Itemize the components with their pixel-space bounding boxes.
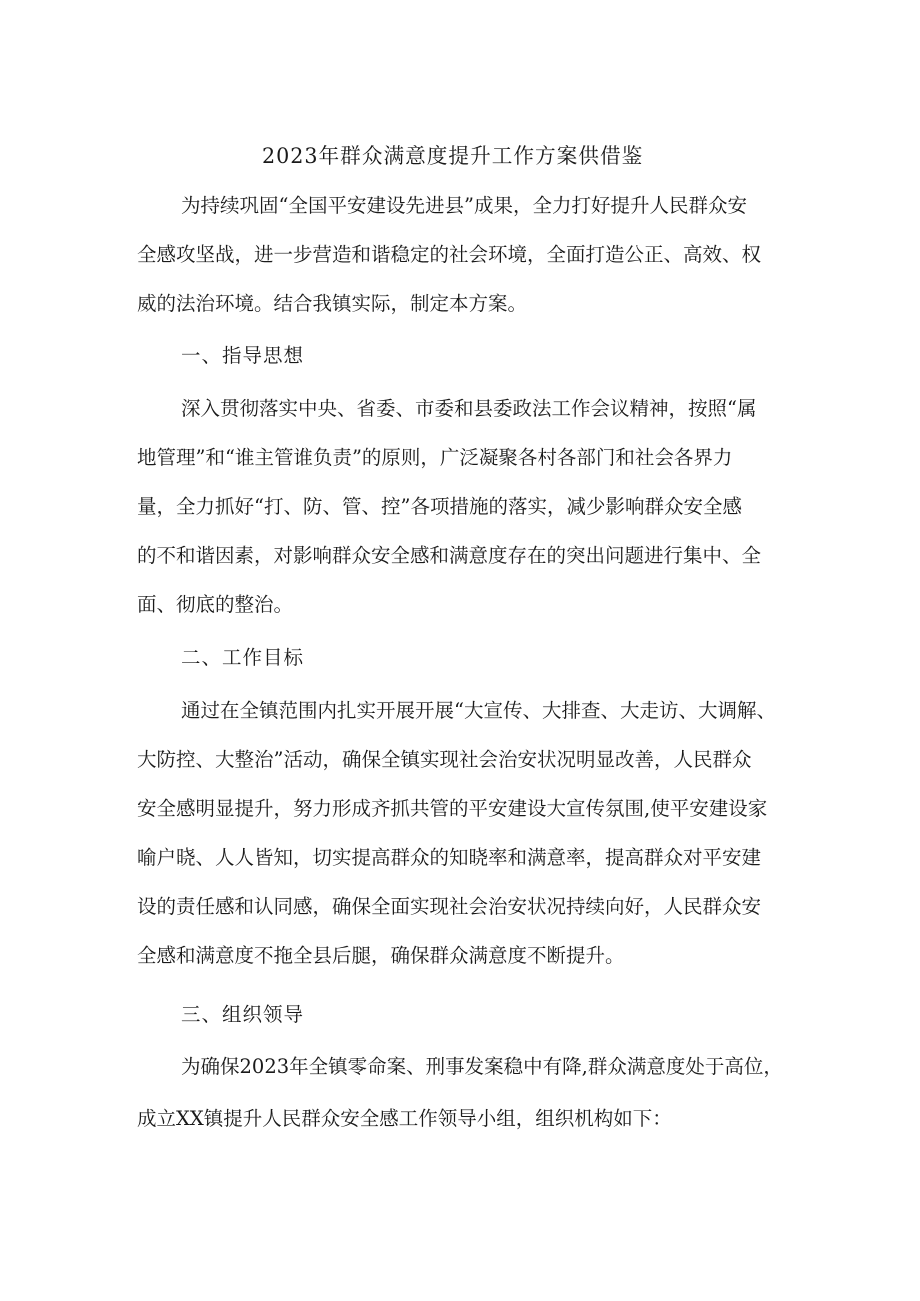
section2-line-5: 设的责任感和认同感，确保全面实现社会治安状况持续向好，人民群众安 [137, 895, 762, 918]
section3-line-1: 为确保2023年全镇零命案、刑事发案稳中有降,群众满意度处于高位， [181, 1055, 783, 1078]
section-heading-guiding-thought: 一、指导思想 [181, 344, 305, 367]
section-heading-work-goals: 二、工作目标 [181, 646, 305, 669]
intro-line-3: 威的法治环境。结合我镇实际，制定本方案。 [137, 292, 528, 315]
section2-line-2: 大防控、大整治”活动，确保全镇实现社会治安状况明显改善，人民群众 [137, 748, 752, 771]
section3-line-2: 成立XX镇提升人民群众安全感工作领导小组，组织机构如下： [137, 1107, 672, 1130]
section1-line-3: 量，全力抓好“打、防、管、控”各项措施的落实，减少影响群众安全感 [137, 495, 742, 518]
section2-line-4: 喻户晓、人人皆知，切实提高群众的知晓率和满意率，提高群众对平安建 [137, 846, 762, 869]
section2-line-1: 通过在全镇范围内扎实开展开展“大宣传、大排查、大走访、大调解、 [181, 699, 776, 722]
intro-line-1: 为持续巩固“全国平安建设先进县”成果，全力打好提升人民群众安 [181, 194, 747, 217]
section2-line-6: 全感和满意度不拖全县后腿，确保群众满意度不断提升。 [137, 944, 625, 967]
document-title: 2023年群众满意度提升工作方案供借鉴 [262, 144, 644, 168]
section1-line-4: 的不和谐因素，对影响群众安全感和满意度存在的突出问题进行集中、全 [137, 544, 762, 567]
section2-line-3: 安全感明显提升，努力形成齐抓共管的平安建设大宣传氛围,使平安建设家 [137, 797, 768, 820]
section-heading-organization: 三、组织领导 [181, 1003, 305, 1026]
section1-line-5: 面、彻底的整治。 [137, 593, 294, 616]
intro-line-2: 全感攻坚战，进一步营造和谐稳定的社会环境，全面打造公正、高效、权 [137, 243, 762, 266]
section1-line-1: 深入贯彻落实中央、省委、市委和县委政法工作会议精神，按照“属 [181, 397, 757, 420]
section1-line-2: 地管理”和“谁主管谁负责”的原则，广泛凝聚各村各部门和社会各界力 [137, 446, 733, 469]
